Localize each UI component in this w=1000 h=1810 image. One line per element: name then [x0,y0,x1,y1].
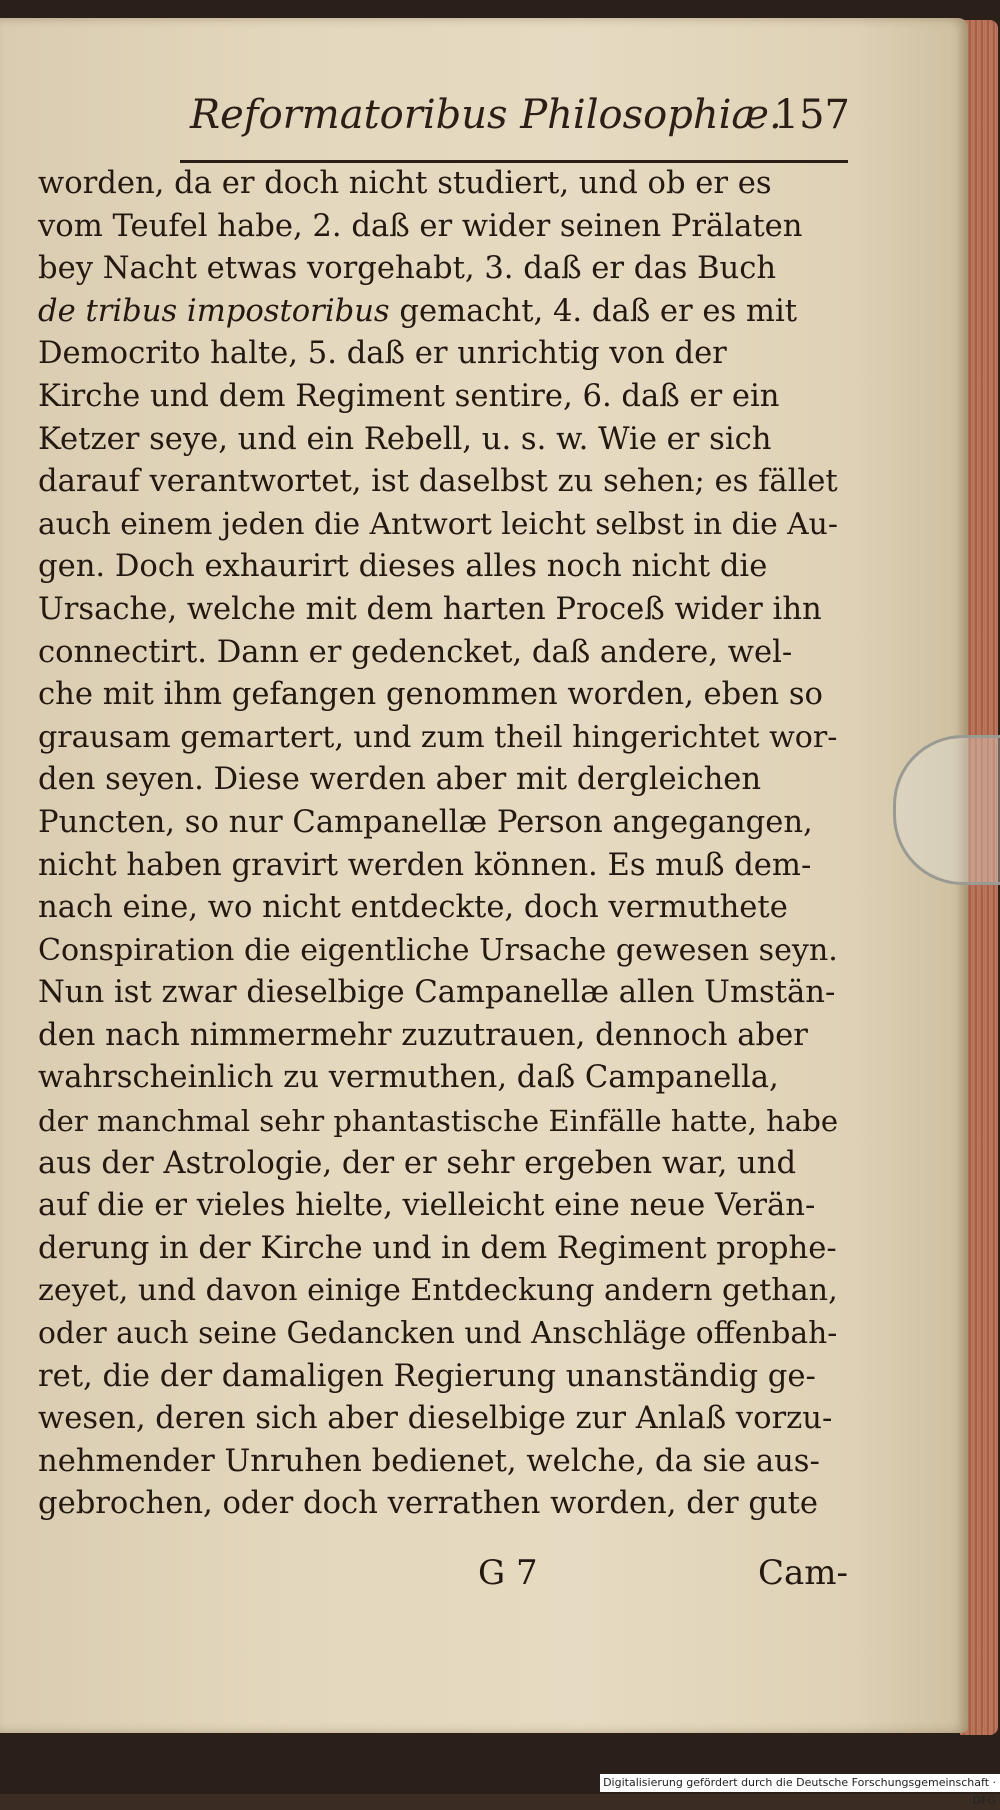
page-number: 157 [773,92,850,138]
text-line: Democrito halte, 5. daß er unrichtig von der [38,336,727,372]
text-line: den seyen. Diese werden aber mit dergleichen [38,762,762,798]
text-line: aus der Astrologie, der er sehr ergeben war, und [38,1145,797,1181]
text-line: zeyet, und davon einige Entdeckung andern gethan, [38,1273,838,1309]
catchword: Cam- [757,1553,848,1593]
text-line: Ursache, welche mit dem harten Proceß wider ihn [38,591,822,627]
text-line: nehmender Unruhen bedienet, welche, da sie aus- [38,1443,820,1479]
text-line: auch einem jeden die Antwort leicht selbst in die Au- [38,506,838,542]
text-line: Nun ist zwar dieselbige Campanellæ allen Umstän- [38,975,836,1011]
text-line: bey Nacht etwas vorgehabt, 3. daß er das Buch [38,251,777,287]
text-line: Ketzer seye, und ein Rebell, u. s. w. Wie er sich [38,421,772,457]
text-line: Puncten, so nur Campanellæ Person angegangen, [38,804,813,840]
text-line: wahrscheinlich zu vermuthen, daß Campanella, [38,1060,779,1096]
digitization-credit: Digitalisierung gefördert durch die Deutsche Forschungsgemeinschaft · DFG [600,1774,1000,1792]
text-line: wesen, deren sich aber dieselbige zur Anlaß vorzu- [38,1401,833,1437]
body-text [38,163,848,1526]
text-line [38,291,848,334]
text-line: oder auch seine Gedancken und Anschläge offenbah- [38,1316,838,1352]
page-header [190,92,850,152]
text-line: den nach nimmermehr zuzutrauen, dennoch aber [38,1017,808,1053]
line-rest: gemacht, 4. daß er es mit [389,293,798,329]
text-line: gen. Doch exhaurirt dieses alles noch nicht die [38,549,768,585]
text-line: nach eine, wo nicht entdeckte, doch vermuthete [38,890,788,926]
text-line: gebrochen, oder doch verrathen worden, der gute [38,1486,819,1522]
text-line: ret, die der damaligen Regierung unanständig ge- [38,1358,816,1394]
text-line: grausam gemartert, und zum theil hingerichtet wor- [38,719,838,755]
text-line: derung in der Kirche und in dem Regiment prophe- [38,1230,837,1266]
running-title: Reformatoribus Philosophiæ. [190,92,782,138]
text-line: auf die er vieles hielte, vielleicht eine neue Verän- [38,1188,816,1224]
text-line: connectirt. Dann er gedencket, daß andere, wel- [38,634,793,670]
signature-mark: G 7 [478,1553,538,1593]
text-line: der manchmal sehr phantastische Einfälle hatte, habe [38,1104,839,1139]
page-footer [38,1553,848,1603]
text-line: worden, da er doch nicht studiert, und ob er es [38,166,772,201]
text-line: darauf verantwortet, ist daselbst zu sehen; es fället [38,464,838,500]
italic-title: de tribus impostoribus [38,293,390,329]
text-line: nicht haben gravirt werden können. Es muß dem- [38,847,812,883]
text-line: che mit ihm gefangen genommen worden, eben so [38,677,823,713]
text-line: vom Teufel habe, 2. daß er wider seinen Prälaten [38,208,803,244]
text-line: Kirche und dem Regiment sentire, 6. daß er ein [38,378,780,414]
text-line: Conspiration die eigentliche Ursache gewesen seyn. [38,932,838,968]
